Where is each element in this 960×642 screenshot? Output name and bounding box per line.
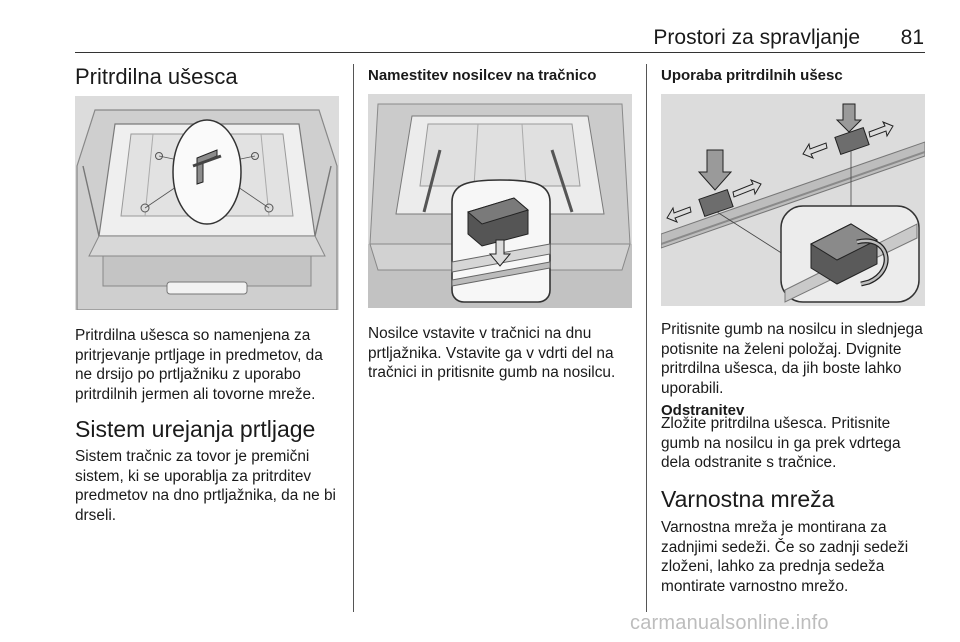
illustration-bracket-installation — [368, 94, 632, 308]
section-title-fastening-eyes: Pritrdilna ušesca — [75, 64, 238, 89]
section-title-load-management: Sistem urejanja prtljage — [75, 416, 316, 442]
header-divider — [75, 52, 925, 53]
subheading-install-brackets: Namestitev nosilcev na tračnico — [368, 67, 597, 84]
illustration-eye-usage — [661, 94, 925, 306]
section-title-safety-net: Varnostna mreža — [661, 486, 835, 512]
fastening-eyes-paragraph: Pritrdilna ušesca so namenjena za pritrjevanje prtljage in predmetov, da ne drsijo po prtljažniku z uporabo pritrdilnih jermen ali tovorne mreže. — [75, 327, 323, 403]
watermark-text: carmanualsonline.info — [630, 612, 829, 634]
illustration-load-compartment-eyes — [75, 96, 339, 310]
subheading-removal: Odstranitev — [661, 402, 745, 419]
subheading-using-eyes: Uporaba pritrdilnih ušesc — [661, 67, 843, 84]
running-header-title: Prostori za spravljanje — [653, 26, 860, 49]
removal-paragraph: Zložite pritrdilna ušesca. Pritisnite gumb na nosilcu in ga prek vdrtega dela odstranite s tračnice. — [661, 415, 901, 471]
using-eyes-paragraph: Pritisnite gumb na nosilcu in slednjega potisnite na želeni položaj. Dvignite pritrdilna ušesca, da jih boste lahko uporabili. — [661, 321, 923, 397]
load-management-paragraph: Sistem tračnic za tovor je premični sistem, ki se uporablja za pritrditev predmetov na dno prtljažnika, da ne bi drseli. — [75, 448, 336, 524]
column-divider-2 — [646, 64, 647, 612]
install-brackets-paragraph: Nosilce vstavite v tračnici na dnu prtljažnika. Vstavite ga v vdrti del na tračnici in pritisnite gumb na nosilcu. — [368, 325, 616, 381]
safety-net-paragraph: Varnostna mreža je montirana za zadnjimi sedeži. Če so zadnji sedeži zloženi, lahko za prednja sedeža montirate varnostno mrežo. — [661, 519, 909, 595]
page-number: 81 — [900, 26, 924, 49]
column-divider-1 — [353, 64, 354, 612]
